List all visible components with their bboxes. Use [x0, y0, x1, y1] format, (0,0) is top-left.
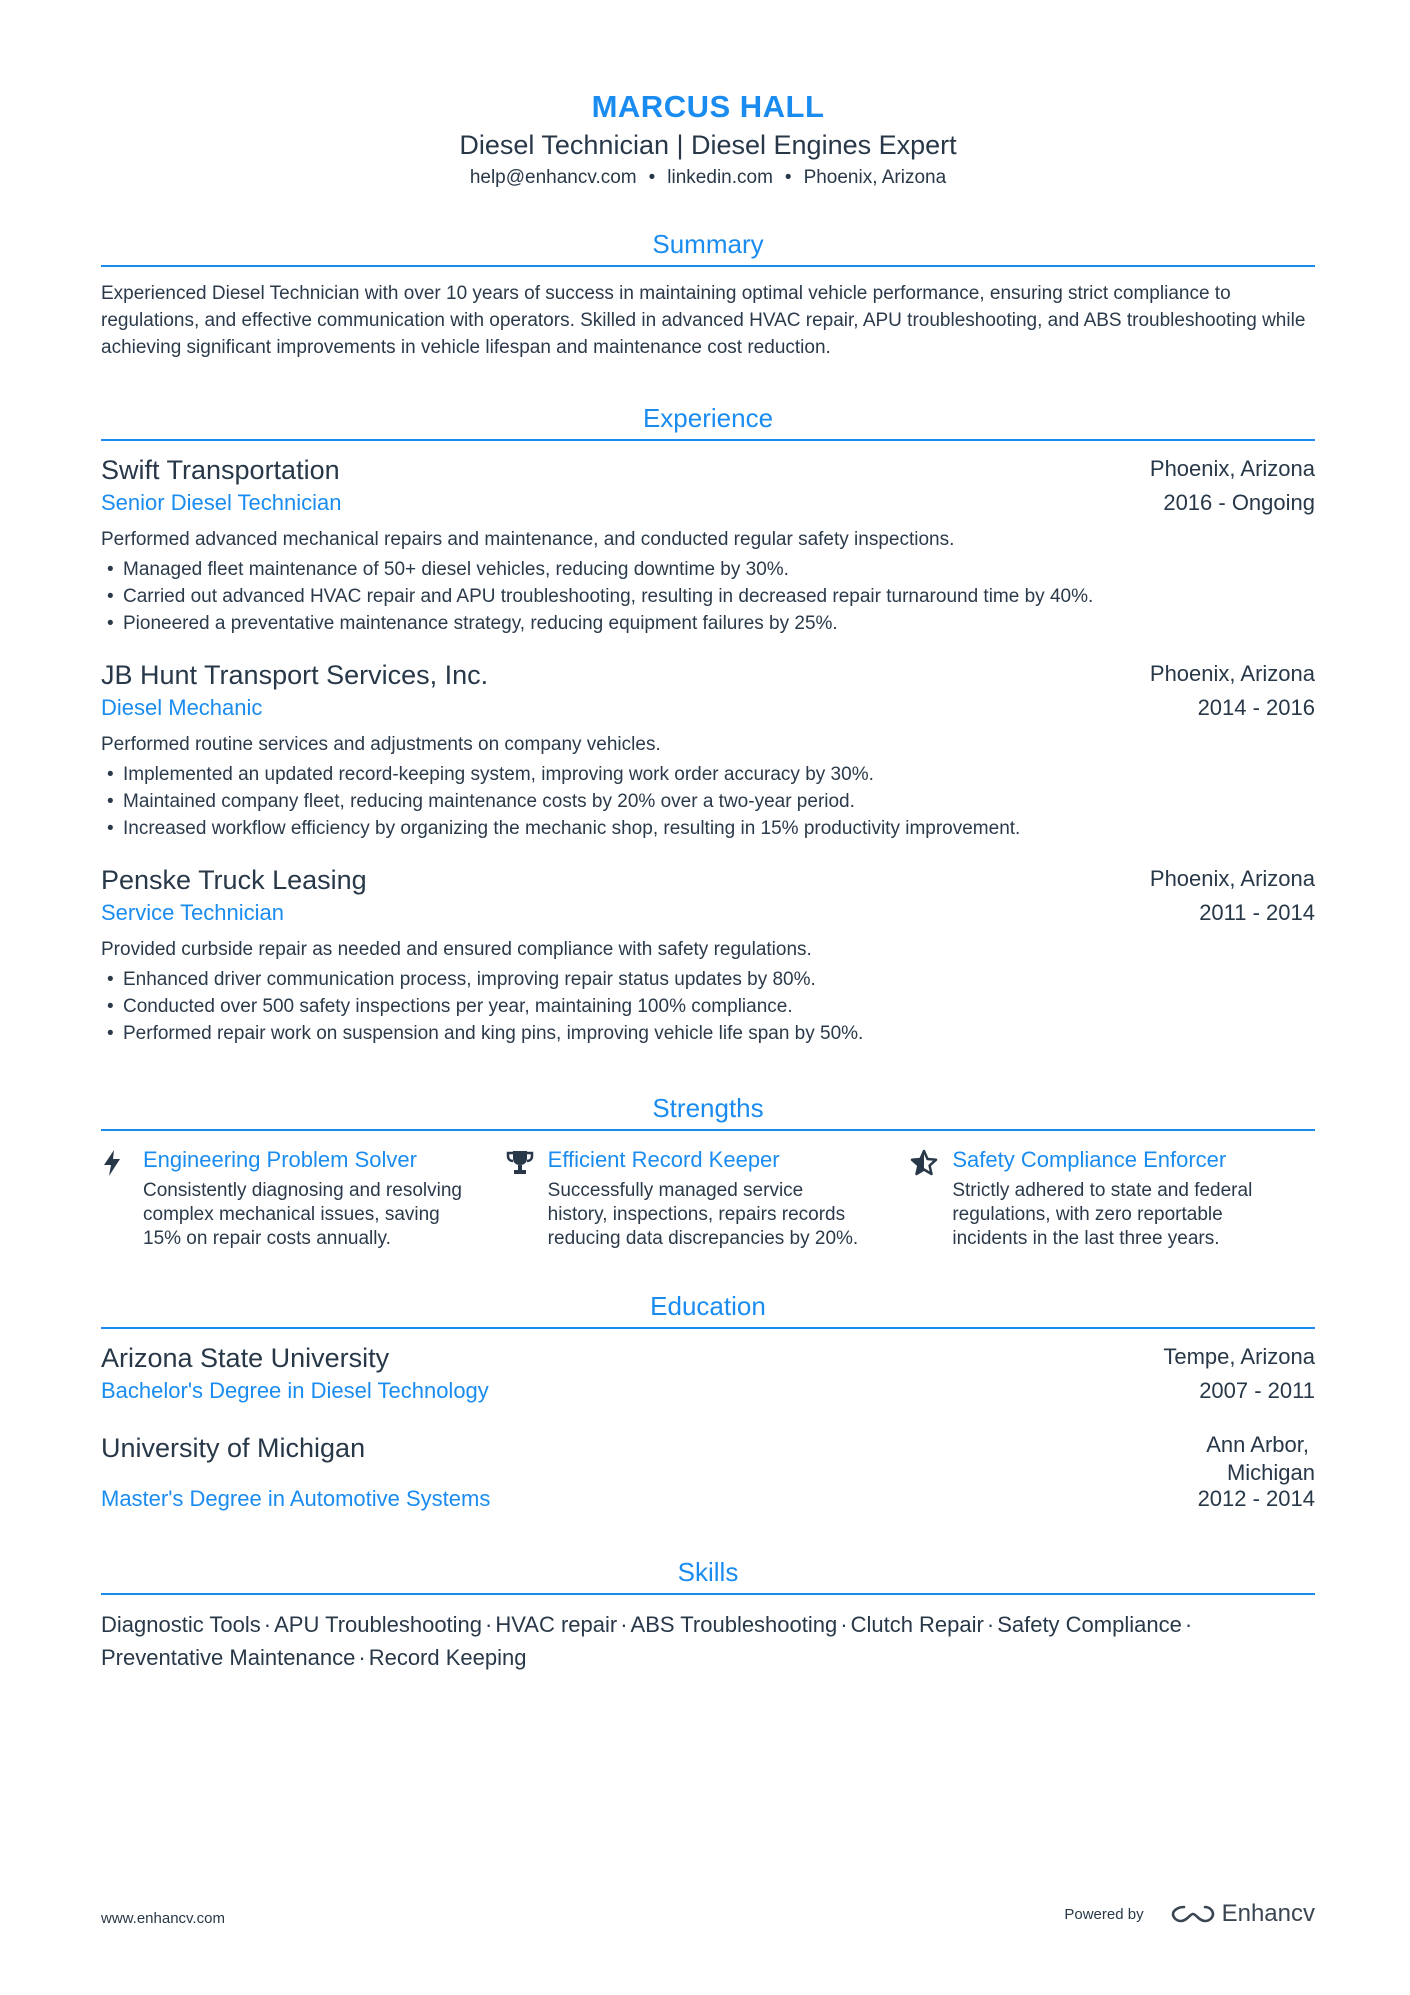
- skill-item: ABS Troubleshooting: [630, 1612, 838, 1637]
- skill-item: Preventative Maintenance: [101, 1645, 356, 1670]
- brand-name: Enhancv: [1221, 1900, 1315, 1927]
- footer-website[interactable]: www.enhancv.com: [101, 1910, 225, 1927]
- contact-linkedin[interactable]: linkedin.com: [667, 167, 773, 188]
- job-dates: 2011 - 2014: [1199, 900, 1315, 925]
- company-name: Swift Transportation: [101, 455, 340, 485]
- bullet-item: • Managed fleet maintenance of 50+ diesel vehicles, reducing downtime by 30%.: [101, 556, 1315, 583]
- skill-separator: ·: [840, 1612, 848, 1637]
- skill-separator: ·: [620, 1612, 628, 1637]
- skill-separator: ·: [263, 1612, 272, 1637]
- bullet-item: • Conducted over 500 safety inspections per year, maintaining 100% compliance.: [101, 993, 1315, 1020]
- bullet-item: • Implemented an updated record-keeping system, improving work order accuracy by 30%.: [101, 761, 1315, 788]
- skills-section: [101, 1555, 1315, 1674]
- strength-title: Engineering Problem Solver: [143, 1147, 417, 1172]
- candidate-title: Diesel Technician | Diesel Engines Expert: [459, 130, 957, 160]
- enhancv-logo[interactable]: [1170, 1900, 1315, 1928]
- school-name: Arizona State University: [101, 1343, 390, 1373]
- education-entry: [101, 1341, 1315, 1407]
- skill-item: Record Keeping: [368, 1645, 527, 1670]
- education-dates: 2012 - 2014: [1197, 1486, 1315, 1511]
- education-section: [101, 1289, 1315, 1515]
- skill-separator: ·: [485, 1612, 493, 1637]
- job-bullets: [101, 966, 1315, 1047]
- job-bullets: [101, 556, 1315, 637]
- strength-item: [506, 1145, 911, 1251]
- bullet-item: • Performed repair work on suspension and king pins, improving vehicle life span by 50%.: [101, 1020, 1315, 1047]
- skills-list: [101, 1608, 1315, 1674]
- experience-entry: [101, 453, 1315, 637]
- trophy-icon: [506, 1145, 548, 1251]
- star-icon: [910, 1145, 952, 1251]
- school-location: Tempe, Arizona: [1163, 1344, 1315, 1369]
- lightning-icon: [101, 1145, 143, 1251]
- school-location: [1206, 1431, 1315, 1487]
- strength-item: [101, 1145, 506, 1251]
- job-location: Phoenix, Arizona: [1149, 866, 1315, 891]
- skill-item: HVAC repair: [495, 1612, 618, 1637]
- strength-title: Safety Compliance Enforcer: [952, 1147, 1227, 1172]
- job-dates: 2016 - Ongoing: [1163, 490, 1315, 515]
- job-description: Performed advanced mechanical repairs and maintenance, and conducted regular safety inspections.: [101, 529, 955, 550]
- powered-by-label: Powered by: [1064, 1905, 1144, 1923]
- skill-separator: ·: [986, 1612, 995, 1637]
- bullet-item: • Pioneered a preventative maintenance strategy, reducing equipment failures by 25%.: [101, 610, 1315, 637]
- section-heading-summary: Summary: [101, 227, 1315, 267]
- contact-location: Phoenix, Arizona: [803, 167, 947, 188]
- section-heading-experience: Experience: [101, 401, 1315, 441]
- summary-section: [101, 227, 1315, 361]
- strengths-grid: [101, 1145, 1315, 1251]
- skill-item: APU Troubleshooting: [274, 1612, 483, 1637]
- skill-item: Safety Compliance: [997, 1612, 1182, 1637]
- bullet-item: • Maintained company fleet, reducing maintenance costs by 20% over a two-year period.: [101, 788, 1315, 815]
- candidate-name: MARCUS HALL: [591, 89, 825, 124]
- bullet-item: • Increased workflow efficiency by organizing the mechanic shop, resulting in 15% productivity improvement.: [101, 815, 1315, 842]
- degree: Bachelor's Degree in Diesel Technology: [101, 1378, 489, 1403]
- strength-title: Efficient Record Keeper: [547, 1147, 780, 1172]
- job-role: Senior Diesel Technician: [101, 490, 342, 515]
- education-entry: [101, 1431, 1315, 1515]
- separator-dot: •: [648, 167, 656, 188]
- strength-description: Consistently diagnosing and resolving complex mechanical issues, saving 15% on repair costs annually.: [143, 1180, 462, 1249]
- bullet-item: • Enhanced driver communication process, improving repair status updates by 80%.: [101, 966, 1315, 993]
- summary-text: Experienced Diesel Technician with over 10 years of success in maintaining optimal vehicle performance, ensuring strict compliance to regulations, and effective communication with operators. Skilled in advanced HVAC repair, APU troubleshooting, and ABS troubleshooting while achieving significant improvements in vehicle lifespan and maintenance cost reduction.: [101, 283, 1306, 358]
- job-role: Service Technician: [101, 900, 285, 925]
- experience-entry: [101, 863, 1315, 1047]
- job-bullets: [101, 761, 1315, 842]
- section-heading-education: Education: [101, 1289, 1315, 1329]
- strength-description: Strictly adhered to state and federal regulations, with zero reportable incidents in the last three years.: [952, 1180, 1253, 1249]
- job-description: Provided curbside repair as needed and ensured compliance with safety regulations.: [101, 939, 812, 960]
- school-location-line: Ann Arbor,: [1206, 1432, 1309, 1457]
- degree: Master's Degree in Automotive Systems: [101, 1486, 491, 1511]
- enhancv-logo-icon: [1170, 1903, 1216, 1925]
- job-location: Phoenix, Arizona: [1149, 456, 1315, 481]
- strengths-section: [101, 1091, 1315, 1251]
- skill-item: Clutch Repair: [850, 1612, 984, 1637]
- experience-entry: [101, 658, 1315, 842]
- company-name: JB Hunt Transport Services, Inc.: [101, 660, 489, 690]
- school-name: University of Michigan: [101, 1433, 366, 1463]
- skill-separator: ·: [1184, 1612, 1193, 1637]
- company-name: Penske Truck Leasing: [101, 865, 367, 895]
- job-dates: 2014 - 2016: [1197, 695, 1315, 720]
- experience-section: [101, 401, 1315, 1047]
- contact-email[interactable]: help@enhancv.com: [469, 167, 637, 188]
- job-description: Performed routine services and adjustments on company vehicles.: [101, 734, 661, 755]
- strength-item: [910, 1145, 1315, 1251]
- strength-description: Successfully managed service history, inspections, repairs records reducing data discrepancies by 20%.: [547, 1180, 859, 1249]
- section-heading-strengths: Strengths: [101, 1091, 1315, 1131]
- job-role: Diesel Mechanic: [101, 695, 263, 720]
- separator-dot: •: [784, 167, 792, 188]
- skill-item: Diagnostic Tools: [101, 1612, 261, 1637]
- education-dates: 2007 - 2011: [1199, 1378, 1315, 1403]
- resume-page: [101, 0, 1315, 1674]
- resume-header: [101, 0, 1315, 191]
- footer-branding: [1064, 1900, 1315, 1928]
- school-location-line: Michigan: [1226, 1460, 1315, 1485]
- skill-separator: ·: [358, 1645, 366, 1670]
- section-heading-skills: Skills: [101, 1555, 1315, 1595]
- job-location: Phoenix, Arizona: [1149, 661, 1315, 686]
- contact-line: [101, 165, 1315, 191]
- bullet-item: • Carried out advanced HVAC repair and APU troubleshooting, resulting in decreased repair turnaround time by 40%.: [101, 583, 1315, 610]
